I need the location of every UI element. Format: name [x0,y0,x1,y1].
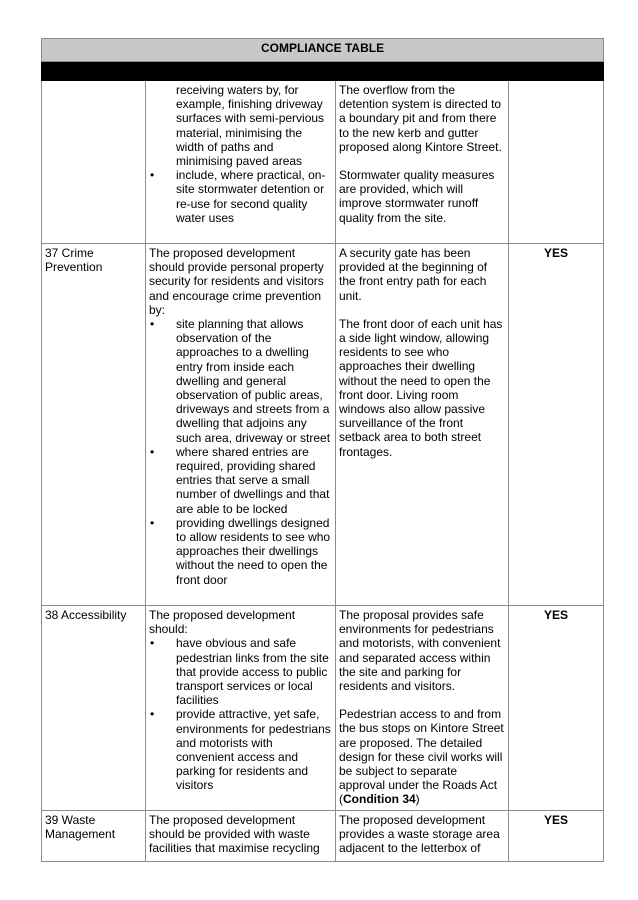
list-item: • have obvious and safe pedestrian links from the site that provide access to public transport services or local facilities [150,636,329,708]
requirement-intro: The proposed development should provide personal property security for residents and visitors and encourage crime prevention by: [149,246,324,317]
row-heading [42,81,146,244]
row-heading: 38 Accessibility [42,606,146,811]
requirement-intro: The proposed development should: [149,608,296,637]
bullet-icon: • [150,317,155,332]
table-row [42,244,604,606]
requirement-cell [146,606,336,811]
requirement-continued: receiving waters by, for example, finishing driveway surfaces with semi-pervious material, minimising the width of paths and minimising paved areas [176,83,325,169]
comment-cell [336,244,509,606]
comment-paragraph: The front door of each unit has a side light window, allowing residents to see who approaches their dwelling without the need to open the front door. Living room windows also allow passive surveillance of the front setback area to both street frontages. [339,316,503,459]
comment-cell [336,811,509,862]
comment-paragraph: The proposed development provides a waste storage area adjacent to the letterbox of [339,813,500,856]
table-row [42,606,604,811]
comment-cell [336,81,509,244]
table-row [42,811,604,862]
table-title: COMPLIANCE TABLE [42,39,604,62]
comment-paragraph: A security gate has been provided at the beginning of the front entry path for each unit. [339,246,488,303]
list-item: • provide attractive, yet safe, environments for pedestrians and motorists with convenient access and parking for residents and visitors [150,707,331,793]
requirement-cell [146,244,336,606]
table-row [42,81,604,244]
comment-cell [336,606,509,811]
bullet-icon: • [150,707,155,722]
requirement-cell [146,811,336,862]
comment-paragraph: Pedestrian access to and from the bus stops on Kintore Street are proposed. The detailed design for these civil works will be subject to separate approval under the Roads Act (Condition 34) [339,707,504,807]
compliance-table [41,38,604,862]
result-cell [509,81,604,244]
bullet-icon: • [150,636,155,651]
comment-paragraph: The proposal provides safe environments for pedestrians and motorists, with convenient and separated access within the site and parking for residents and visitors. [339,608,501,694]
header-bar [42,62,604,81]
list-item: • where shared entries are required, providing shared entries that serve a small number of dwellings and that are able to be locked [150,444,330,516]
row-heading: 37 Crime Prevention [42,244,146,606]
comment-paragraph: Stormwater quality measures are provided, which will improve stormwater runoff quality from the site. [339,168,495,225]
result-cell: YES [509,811,604,862]
requirement-intro: The proposed development should be provided with waste facilities that maximise recycling [149,813,320,856]
list-item: • include, where practical, on-site stormwater detention or re-use for second quality water uses [150,168,326,225]
comment-paragraph: The overflow from the detention system is directed to a boundary pit and from there to the new kerb and gutter proposed along Kintore Street. [339,83,502,154]
list-item: • providing dwellings designed to allow residents to see who approaches their dwellings without the need to open the front door [150,515,331,587]
condition-reference: Condition 34 [343,792,416,807]
result-cell: YES [509,606,604,811]
result-cell: YES [509,244,604,606]
row-heading: 39 Waste Management [42,811,146,862]
bullet-icon: • [150,168,155,183]
bullet-icon: • [150,515,155,530]
list-item: • site planning that allows observation of the approaches to a dwelling entry from inside each dwelling and general observation of public areas, driveways and streets from a dwelling that adjoins any such area, driveway or street [150,317,331,445]
requirement-cell [146,81,336,244]
bullet-icon: • [150,444,155,459]
